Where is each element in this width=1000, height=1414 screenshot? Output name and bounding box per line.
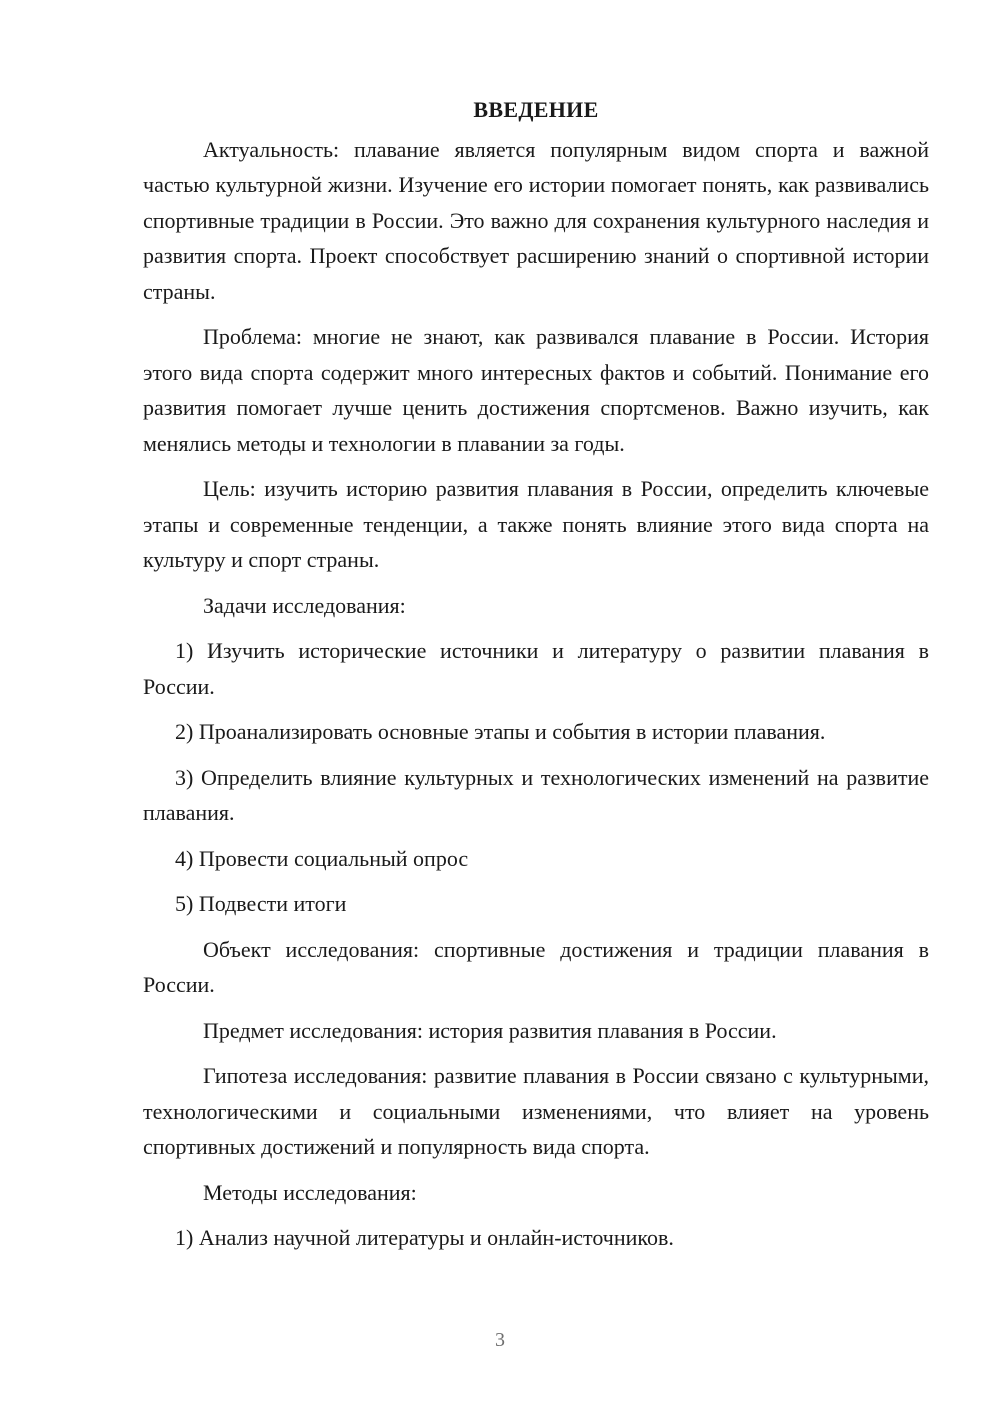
paragraph-goal: Цель: изучить историю развития плавания в России, определить ключевые этапы и современные тенденции, а также понять влияние этого вида спорта на культуру и спорт страны. (143, 476, 929, 572)
paragraph-problem: Проблема: многие не знают, как развивался плавание в России. История этого вида спорта содержит много интересных фактов и событий. Понимание его развития помогает лучше ценить достижения спортсменов. Важно изучить, как менялись методы и технологии в плавании за годы. (143, 324, 929, 456)
paragraph-object: Объект исследования: спортивные достижения и традиции плавания в России. (143, 936, 929, 997)
task-item-1: 1) Изучить исторические источники и литературу о развитии плавания в России. (143, 638, 929, 699)
paragraph-tasks-heading: Задачи исследования: (203, 592, 406, 618)
task-item-5: 5) Подвести итоги (175, 891, 347, 916)
paragraph-subject: Предмет исследования: история развития плавания в России. (203, 1017, 777, 1043)
task-item-4: 4) Провести социальный опрос (175, 845, 469, 871)
paragraph-hypothesis: Гипотеза исследования: развитие плавания в России связано с культурными, технологическими и социальными изменениями, что влияет на уровень спортивных достижений и популярность вида спорта. (143, 1063, 929, 1159)
task-item-3: 3) Определить влияние культурных и технологических изменений на развитие плавания. (143, 764, 929, 825)
document-page (143, 92, 929, 1266)
section-title: ВВЕДЕНИЕ (473, 97, 599, 122)
paragraph-methods-heading: Методы исследования: (203, 1179, 417, 1205)
method-item-1: 1) Анализ научной литературы и онлайн-источников. (175, 1225, 674, 1250)
page-number: 3 (495, 1329, 505, 1351)
task-item-2: 2) Проанализировать основные этапы и события в истории плавания. (175, 719, 826, 744)
paragraph-relevance: Актуальность: плавание является популярным видом спорта и важной частью культурной жизни. Изучение его истории помогает понять, как развивались спортивные традиции в России. Это важно для сохранения культурного наследия и развития спорта. Проект способствует расширению знаний о спортивной истории страны. (143, 136, 929, 304)
